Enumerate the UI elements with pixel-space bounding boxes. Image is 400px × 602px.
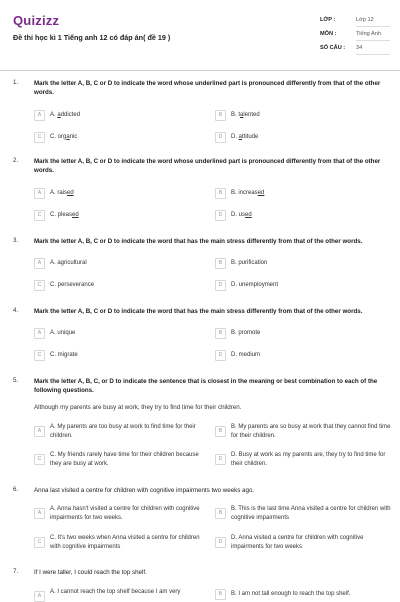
option-letter-box: C (34, 350, 45, 361)
worksheet-title: Đề thi học kì 1 Tiếng anh 12 có đáp án( đề 19 ) (13, 33, 171, 42)
option-letter-box: C (34, 537, 45, 548)
option-letter-box: B (215, 110, 226, 121)
meta-value: 34 (356, 45, 363, 51)
underlined-part: a (57, 112, 61, 118)
question-text: If I were taller, I could reach the top shelf. (34, 569, 147, 576)
underlined-part: ed (72, 212, 79, 218)
question-number: 5. (13, 377, 19, 384)
worksheet-header (0, 0, 400, 70)
question-text: Mark the letter A, B, C, or D to indicate the sentence that is closest in the meaning or best combination to each of the following questions. (34, 378, 378, 395)
meta-label: MÔN : (320, 31, 337, 37)
question-sentence: Although my parents are busy at work, they try to find time for their children. (34, 404, 242, 411)
meta-underline (356, 54, 390, 55)
option-letter-box: A (34, 328, 45, 339)
underlined-part: ed (245, 212, 252, 218)
question-text: Mark the letter A, B, C or D to indicate the word whose underlined part is pronounced differently from that of the other words. (34, 80, 381, 97)
meta-value: Lớp 12 (356, 17, 374, 23)
question-number: 4. (13, 307, 19, 314)
quizizz-logo: Quizizz (13, 13, 60, 28)
option-letter-box: A (34, 258, 45, 269)
option-letter-box: C (34, 210, 45, 221)
option-letter-box: A (34, 508, 45, 519)
header-divider (0, 70, 400, 71)
option-letter-box: B (215, 328, 226, 339)
meta-underline (356, 40, 390, 41)
question-text: Mark the letter A, B, C or D to indicate the word that has the main stress differently from that of the other words. (34, 238, 363, 245)
option-letter-box: D (215, 280, 226, 291)
question-number: 7. (13, 568, 19, 575)
option-letter-box: B (215, 258, 226, 269)
underlined-part: ed (67, 190, 74, 196)
question-text: Anna last visited a centre for children with cognitive impairments two weeks ago. (34, 487, 255, 494)
meta-value: Tiếng Anh (356, 31, 381, 37)
meta-row-subject (320, 28, 390, 42)
option-letter-box: D (215, 132, 226, 143)
worksheet-page: Quizizz Đề thi học kì 1 Tiếng anh 12 có đáp án( đề 19 ) LỚP : Lớp 12 MÔN : Tiếng Anh SỐ CÂU : 34 1. Mark the letter A, B, C or D to indicate the word whose underlined part is pronounced differently from that of the other words. A A. addicted B B. talented C C. organic D D. attitude 2. Mark the letter A, B, C or D to indicate the word whose underlined part is pronounced differently from that of the other words. A A. raised B B. increased C C. pleased D D. used 3. Mark the letter A, B, C or D to indicate the word that has the main stress differently from that of the other words. A A. agricultural B B. purification C C. perseverance D D. unemployment 4. Mark the letter A, B, C or D to indicate the word that has the main stress differently from that of the other words. A A. unique B B. promote C C. migrate D D. medium 5. Mark the letter A, B, C, or D to indicate the sentence that is closest in the meaning or best combination to each of the following questions. Although my parents are busy at work, they try to find time for their children. A A. My parents are too busy at work to find time for their children. B B. My parents are so busy at work that they cannot find time for their children. C C. My friends rarely have time for their children because they are busy at work. D D. Busy at work as my parents are, they try to find time for their children. 6. Anna last visited a centre for children with cognitive impairments two weeks ago. A A. Anna hasn't visited a centre for children with cognitive impairments for two weeks. B B. This is the last time Anna visited a centre for children with cognitive impairments C C. It's two weeks when Anna visited a centre for children with cognitive impairments D D. Anna visited a centre for children with cognitive impairments for two weeks 7. If I were taller, I could reach the top shelf. A A. I cannot reach the top shelf because I am very B B. I am not tall enough to reach the top shelf. (0, 0, 400, 600)
underlined-part: a (66, 134, 70, 140)
option-letter-box: A (34, 591, 45, 602)
option-letter-box: C (34, 280, 45, 291)
underlined-part: ed (257, 190, 265, 196)
option-letter-box: D (215, 350, 226, 361)
option-letter-box: D (215, 537, 226, 548)
meta-label: SỐ CÂU : (320, 45, 346, 51)
option-letter-box: B (215, 508, 226, 519)
question-number: 1. (13, 79, 19, 86)
underlined-part: a (240, 112, 244, 118)
option-letter-box: B (215, 589, 226, 600)
meta-row-count (320, 42, 390, 56)
option-letter-box: A (34, 188, 45, 199)
question-text: Mark the letter A, B, C or D to indicate the word whose underlined part is pronounced differently from that of the other words. (34, 158, 381, 175)
option-letter-box: D (215, 210, 226, 221)
underlined-part: a (238, 134, 243, 140)
meta-label: LỚP : (320, 17, 336, 23)
option-letter-box: C (34, 132, 45, 143)
option-letter-box: D (215, 454, 226, 465)
option-letter-box: B (215, 188, 226, 199)
meta-underline (356, 26, 390, 27)
option-letter-box: B (215, 426, 226, 437)
option-letter-box: A (34, 110, 45, 121)
option-letter-box: C (34, 454, 45, 465)
meta-row-class (320, 14, 390, 28)
question-number: 2. (13, 157, 19, 164)
question-text: Mark the letter A, B, C or D to indicate the word that has the main stress differently from that of the other words. (34, 308, 363, 315)
option-letter-box: A (34, 426, 45, 437)
question-number: 3. (13, 237, 19, 244)
question-number: 6. (13, 486, 19, 493)
worksheet-meta (320, 14, 390, 56)
